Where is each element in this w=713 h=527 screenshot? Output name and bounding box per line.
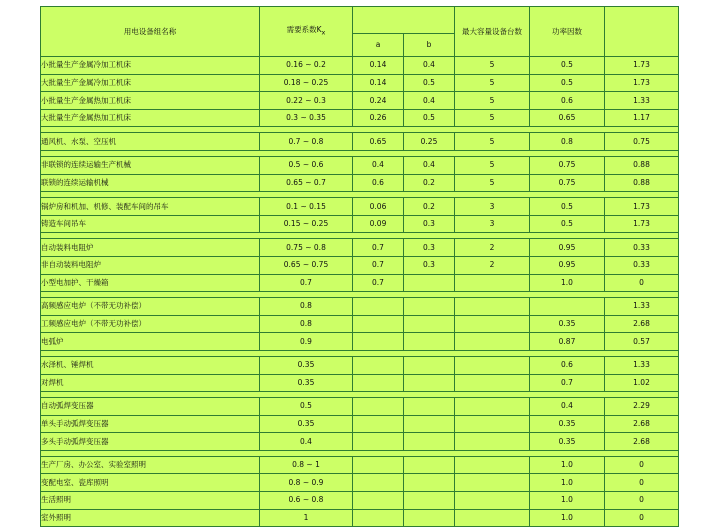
- cell-equipment-name: 电弧炉: [41, 333, 260, 351]
- cell-value: 2.68: [605, 315, 679, 333]
- header-power-factor: 功率因数: [530, 7, 605, 57]
- cell-value: 0.4: [404, 92, 455, 110]
- cell-value: 0.2: [404, 174, 455, 192]
- cell-equipment-name: 单头手动弧焊变压器: [41, 415, 260, 433]
- cell-value: [404, 456, 455, 474]
- cell-value: 0.1 ~ 0.15: [260, 198, 353, 216]
- cell-value: 0.35: [530, 415, 605, 433]
- header-ab-group: [353, 7, 455, 34]
- cell-value: 0.65: [530, 109, 605, 127]
- cell-value: 0.2: [404, 198, 455, 216]
- cell-value: 1.33: [605, 298, 679, 316]
- header-demand-factor-subscript: x: [321, 28, 326, 37]
- cell-value: [353, 492, 404, 510]
- cell-value: 3: [455, 198, 530, 216]
- cell-value: [530, 298, 605, 316]
- cell-value: 0.3 ~ 0.35: [260, 109, 353, 127]
- cell-value: 0.5 ~ 0.6: [260, 156, 353, 174]
- cell-equipment-name: 高频感应电炉（不带无功补偿）: [41, 298, 260, 316]
- cell-value: 1.0: [530, 274, 605, 292]
- cell-value: 0.3: [404, 239, 455, 257]
- cell-value: [353, 298, 404, 316]
- cell-value: [404, 315, 455, 333]
- cell-value: 0.75: [605, 133, 679, 151]
- cell-value: 1.73: [605, 74, 679, 92]
- table-row: [41, 109, 679, 127]
- cell-equipment-name: 通风机、水泵、空压机: [41, 133, 260, 151]
- cell-equipment-name: 锅炉房和机加、机修、装配车间的吊车: [41, 198, 260, 216]
- cell-equipment-name: 非自动装料电阻炉: [41, 256, 260, 274]
- cell-value: 0: [605, 456, 679, 474]
- cell-value: 0.33: [605, 256, 679, 274]
- table-row: [41, 133, 679, 151]
- table-row: [41, 374, 679, 392]
- cell-value: 0.75: [530, 174, 605, 192]
- cell-equipment-name: 多头手动弧焊变压器: [41, 433, 260, 451]
- header-b: b: [404, 34, 455, 57]
- cell-value: [455, 315, 530, 333]
- cell-value: 0.09: [353, 215, 404, 233]
- cell-value: 0.5: [530, 57, 605, 75]
- table-row: [41, 239, 679, 257]
- table-row: [41, 315, 679, 333]
- cell-value: 0.4: [404, 57, 455, 75]
- cell-value: 0.75 ~ 0.8: [260, 239, 353, 257]
- cell-value: 1.0: [530, 456, 605, 474]
- cell-value: 0.57: [605, 333, 679, 351]
- cell-value: 2.68: [605, 433, 679, 451]
- header-last-column: [605, 7, 679, 57]
- cell-value: 0.8 ~ 1: [260, 456, 353, 474]
- cell-value: [455, 509, 530, 527]
- table-row: [41, 356, 679, 374]
- cell-equipment-name: 铸造车间吊车: [41, 215, 260, 233]
- cell-value: 0.18 ~ 0.25: [260, 74, 353, 92]
- cell-value: 1.0: [530, 509, 605, 527]
- cell-value: 0.3: [404, 215, 455, 233]
- cell-value: 0.75: [530, 156, 605, 174]
- cell-value: 5: [455, 57, 530, 75]
- cell-value: 2: [455, 239, 530, 257]
- cell-value: [404, 415, 455, 433]
- cell-value: [455, 333, 530, 351]
- header-a: a: [353, 34, 404, 57]
- cell-equipment-name: 大批量生产金属冷加工机床: [41, 74, 260, 92]
- cell-value: 5: [455, 109, 530, 127]
- cell-value: 1: [260, 509, 353, 527]
- cell-value: 0.5: [404, 109, 455, 127]
- cell-value: 0.6: [530, 356, 605, 374]
- cell-value: 0.65: [353, 133, 404, 151]
- cell-value: 1.73: [605, 57, 679, 75]
- cell-equipment-name: 对焊机: [41, 374, 260, 392]
- cell-value: 0: [605, 474, 679, 492]
- cell-value: 0.25: [404, 133, 455, 151]
- cell-value: 1.02: [605, 374, 679, 392]
- cell-value: 3: [455, 215, 530, 233]
- cell-value: 0.87: [530, 333, 605, 351]
- cell-value: 0.16 ~ 0.2: [260, 57, 353, 75]
- cell-value: 0.14: [353, 57, 404, 75]
- table-body: [41, 57, 679, 527]
- cell-value: 0.5: [260, 398, 353, 416]
- cell-value: [404, 433, 455, 451]
- cell-value: [404, 509, 455, 527]
- demand-factor-table: [40, 6, 679, 527]
- cell-value: [353, 398, 404, 416]
- cell-value: 0.14: [353, 74, 404, 92]
- cell-value: [404, 274, 455, 292]
- cell-value: 0: [605, 274, 679, 292]
- cell-value: [455, 474, 530, 492]
- cell-value: 0.6: [353, 174, 404, 192]
- cell-value: 0.95: [530, 256, 605, 274]
- cell-value: 0.26: [353, 109, 404, 127]
- cell-value: [455, 492, 530, 510]
- table-row: [41, 256, 679, 274]
- cell-value: [353, 456, 404, 474]
- table-row: [41, 474, 679, 492]
- cell-value: [353, 356, 404, 374]
- cell-value: [353, 509, 404, 527]
- cell-value: 0.35: [260, 415, 353, 433]
- cell-value: 0.8: [260, 298, 353, 316]
- cell-value: 0.5: [530, 215, 605, 233]
- cell-value: [404, 333, 455, 351]
- cell-value: [455, 456, 530, 474]
- cell-equipment-name: 非联锁的连续运输生产机械: [41, 156, 260, 174]
- cell-equipment-name: 自动弧焊变压器: [41, 398, 260, 416]
- cell-value: [404, 356, 455, 374]
- cell-value: 0.35: [530, 315, 605, 333]
- cell-value: 2.68: [605, 415, 679, 433]
- table-row: [41, 174, 679, 192]
- table-row: [41, 492, 679, 510]
- cell-value: [455, 415, 530, 433]
- table-header: [41, 7, 679, 57]
- cell-value: [404, 398, 455, 416]
- cell-value: 0.22 ~ 0.3: [260, 92, 353, 110]
- table-row: [41, 74, 679, 92]
- cell-value: [455, 298, 530, 316]
- cell-value: 0.33: [605, 239, 679, 257]
- cell-equipment-name: 小批量生产金属冷加工机床: [41, 57, 260, 75]
- cell-value: 0.5: [530, 74, 605, 92]
- cell-value: 0.6: [530, 92, 605, 110]
- table-row: [41, 433, 679, 451]
- cell-value: 0.88: [605, 156, 679, 174]
- cell-value: 0.3: [404, 256, 455, 274]
- spreadsheet-table-container: [40, 6, 678, 523]
- cell-value: [404, 474, 455, 492]
- cell-value: 2.29: [605, 398, 679, 416]
- table-row: [41, 333, 679, 351]
- cell-value: 0.35: [260, 374, 353, 392]
- table-row: [41, 274, 679, 292]
- cell-value: 0: [605, 492, 679, 510]
- cell-value: 1.73: [605, 198, 679, 216]
- cell-value: 0.7: [530, 374, 605, 392]
- cell-value: 5: [455, 156, 530, 174]
- table-row: [41, 92, 679, 110]
- cell-value: 0.4: [404, 156, 455, 174]
- cell-value: 1.33: [605, 92, 679, 110]
- cell-value: [404, 492, 455, 510]
- cell-value: [455, 433, 530, 451]
- table-row: [41, 398, 679, 416]
- cell-equipment-name: 生活照明: [41, 492, 260, 510]
- cell-value: 1.0: [530, 474, 605, 492]
- cell-value: 1.73: [605, 215, 679, 233]
- header-equipment-name: 用电设备组名称: [41, 7, 260, 57]
- header-max-capacity: 最大容量设备台数: [455, 7, 530, 57]
- cell-value: [455, 274, 530, 292]
- cell-value: [353, 415, 404, 433]
- cell-value: [455, 356, 530, 374]
- cell-equipment-name: 小批量生产金属热加工机床: [41, 92, 260, 110]
- cell-value: 0.7: [353, 256, 404, 274]
- cell-equipment-name: 联锁的连续运输机械: [41, 174, 260, 192]
- cell-value: 0.35: [260, 356, 353, 374]
- cell-value: 0.9: [260, 333, 353, 351]
- cell-equipment-name: 室外照明: [41, 509, 260, 527]
- cell-value: 0: [605, 509, 679, 527]
- table-row: [41, 57, 679, 75]
- cell-value: [353, 333, 404, 351]
- cell-value: 0.4: [353, 156, 404, 174]
- cell-value: 0.8 ~ 0.9: [260, 474, 353, 492]
- cell-value: 5: [455, 133, 530, 151]
- cell-value: 5: [455, 74, 530, 92]
- cell-value: 0.65 ~ 0.7: [260, 174, 353, 192]
- table-row: [41, 198, 679, 216]
- table-row: [41, 156, 679, 174]
- table-row: [41, 415, 679, 433]
- cell-value: 0.7: [353, 274, 404, 292]
- cell-equipment-name: 小型电加护、干燥箱: [41, 274, 260, 292]
- header-row-top: [41, 7, 679, 34]
- cell-value: [404, 298, 455, 316]
- cell-value: [404, 374, 455, 392]
- cell-value: 0.7: [260, 274, 353, 292]
- cell-equipment-name: 水泽机、锤焊机: [41, 356, 260, 374]
- cell-equipment-name: 大批量生产金属热加工机床: [41, 109, 260, 127]
- cell-value: 0.4: [530, 398, 605, 416]
- cell-value: 0.95: [530, 239, 605, 257]
- cell-value: 1.17: [605, 109, 679, 127]
- cell-value: 0.7 ~ 0.8: [260, 133, 353, 151]
- cell-value: 0.7: [353, 239, 404, 257]
- header-demand-factor: [260, 7, 353, 57]
- cell-equipment-name: 生产厂房、办公室、实验室照明: [41, 456, 260, 474]
- table-row: [41, 509, 679, 527]
- table-row: [41, 298, 679, 316]
- cell-value: 1.33: [605, 356, 679, 374]
- header-demand-factor-label: 需要系数K: [286, 25, 322, 35]
- cell-value: 0.24: [353, 92, 404, 110]
- cell-value: 0.8: [260, 315, 353, 333]
- cell-value: [353, 315, 404, 333]
- table-row: [41, 456, 679, 474]
- cell-value: 1.0: [530, 492, 605, 510]
- cell-value: 5: [455, 92, 530, 110]
- cell-value: 5: [455, 174, 530, 192]
- cell-value: 0.4: [260, 433, 353, 451]
- cell-equipment-name: 变配电室、瓷库照明: [41, 474, 260, 492]
- cell-value: [455, 374, 530, 392]
- cell-value: [353, 474, 404, 492]
- cell-value: 0.65 ~ 0.75: [260, 256, 353, 274]
- cell-value: 0.88: [605, 174, 679, 192]
- cell-value: 0.15 ~ 0.25: [260, 215, 353, 233]
- cell-value: [353, 374, 404, 392]
- cell-value: 0.5: [404, 74, 455, 92]
- cell-value: [455, 398, 530, 416]
- cell-value: 2: [455, 256, 530, 274]
- cell-value: 0.8: [530, 133, 605, 151]
- cell-equipment-name: 工频感应电炉（不带无功补偿）: [41, 315, 260, 333]
- cell-value: 0.06: [353, 198, 404, 216]
- table-row: [41, 215, 679, 233]
- cell-value: 0.35: [530, 433, 605, 451]
- cell-value: 0.6 ~ 0.8: [260, 492, 353, 510]
- cell-value: 0.5: [530, 198, 605, 216]
- cell-equipment-name: 自动装料电阻炉: [41, 239, 260, 257]
- cell-value: [353, 433, 404, 451]
